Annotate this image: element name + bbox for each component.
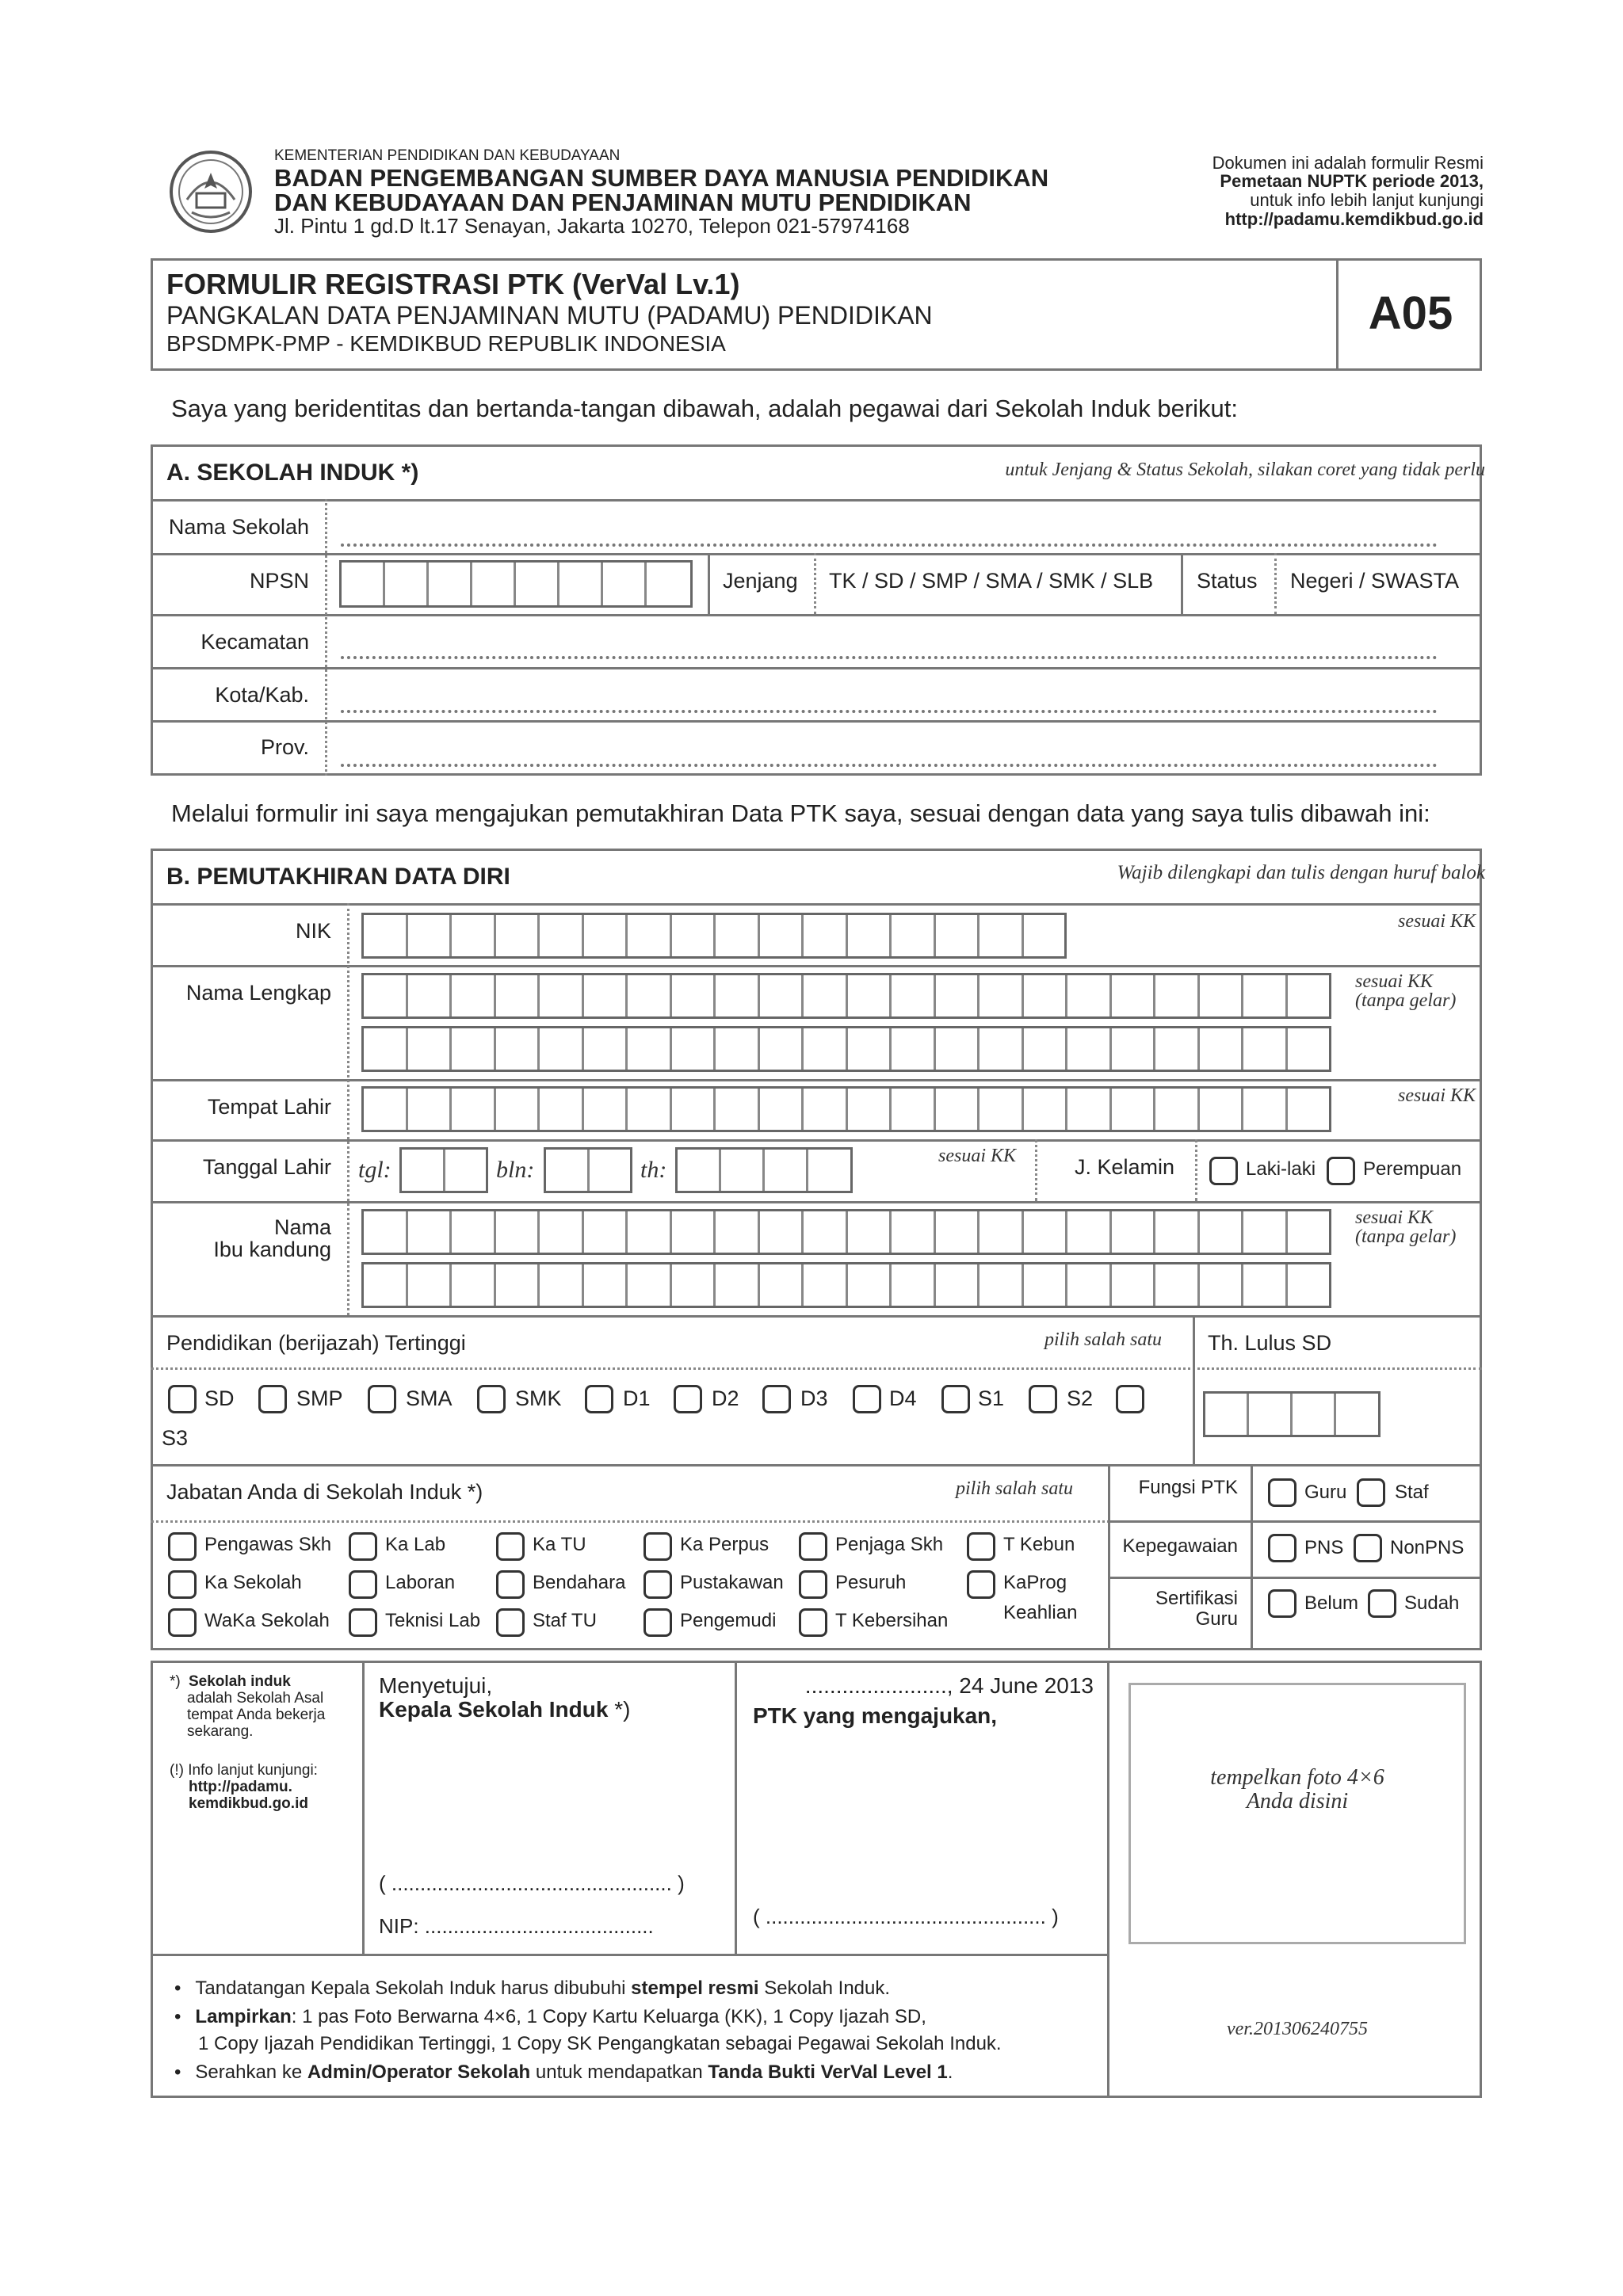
th-lulus-label: Th. Lulus SD (1208, 1331, 1332, 1355)
bullet-1: • Tandatangan Kepala Sekolah Induk harus dibubuhi stempel resmi Sekolah Induk. (174, 1978, 891, 1999)
jabatan-keahlian-label: Keahlian (1003, 1602, 1078, 1623)
edu-s2-label: S2 (1067, 1386, 1094, 1410)
pendidikan-note: pilih salah satu (1044, 1329, 1163, 1350)
pns-checkbox[interactable] (1268, 1534, 1296, 1562)
agency-name-line2: DAN KEBUDAYAAN DAN PENJAMINAN MUTU PENDIDIKAN (274, 189, 972, 216)
jabatan-ka-lab-checkbox[interactable] (349, 1532, 377, 1561)
status-options[interactable]: Negeri / SWASTA (1290, 569, 1460, 593)
kepala-sekolah-label: Kepala Sekolah Induk (379, 1697, 609, 1722)
kepegawaian-label: Kepegawaian (1122, 1535, 1238, 1557)
nik-label: NIK (295, 919, 331, 943)
form-subtitle-2: BPSDMPK-PMP - KEMDIKBUD REPUBLIK INDONESIA (166, 331, 726, 356)
nik-field[interactable] (361, 913, 1067, 959)
jabatan-staf-tu-checkbox[interactable] (496, 1608, 525, 1637)
jabatan-penjaga-skh-checkbox[interactable] (799, 1532, 827, 1561)
jabatan-bendahara-label: Bendahara (533, 1572, 626, 1593)
fungsi-guru-label: Guru (1304, 1482, 1347, 1503)
note-sekolah-3: sekarang. (187, 1723, 254, 1740)
section-b-heading: B. PEMUTAKHIRAN DATA DIRI (166, 864, 510, 890)
intro-statement: Saya yang beridentitas dan bertanda-tangan dibawah, adalah pegawai dari Sekolah Induk berikut: (171, 395, 1239, 422)
jabatan-t-kebersihan-checkbox[interactable] (799, 1608, 827, 1637)
section-a-heading: A. SEKOLAH INDUK *) (166, 460, 419, 486)
jabatan-waka-sekolah-label: WaKa Sekolah (204, 1610, 330, 1631)
edu-d2-checkbox[interactable] (674, 1385, 702, 1413)
edu-s1-label: S1 (978, 1386, 1005, 1410)
nama-lengkap-field-row2[interactable] (361, 1026, 1331, 1072)
prov-field[interactable] (341, 764, 1438, 767)
jabatan-ka-perpus-label: Ka Perpus (680, 1534, 769, 1555)
note-sekolah-title: Sekolah induk (189, 1673, 291, 1690)
jabatan-ka-tu-checkbox[interactable] (496, 1532, 525, 1561)
jabatan-pesuruh-label: Pesuruh (835, 1572, 907, 1593)
jabatan-bendahara-checkbox[interactable] (496, 1570, 525, 1599)
jabatan-laboran-label: Laboran (385, 1572, 456, 1593)
jabatan-pustakawan-checkbox[interactable] (643, 1570, 672, 1599)
edu-sma-label: SMA (406, 1386, 453, 1410)
nik-note: sesuai KK (1397, 911, 1476, 932)
npsn-field[interactable] (339, 560, 693, 608)
edu-d4-checkbox[interactable] (853, 1385, 881, 1413)
kecamatan-field[interactable] (341, 656, 1438, 659)
tgl-field[interactable] (399, 1147, 488, 1193)
sertifikasi-sudah-checkbox[interactable] (1368, 1589, 1396, 1618)
jabatan-ka-sekolah-label: Ka Sekolah (204, 1572, 302, 1593)
bln-label: bln: (496, 1157, 535, 1183)
th-label: th: (640, 1157, 667, 1183)
ptk-sign-line[interactable]: ( ................................................. ) (753, 1905, 1059, 1928)
jabatan-laboran-checkbox[interactable] (349, 1570, 377, 1599)
edu-d1-checkbox[interactable] (585, 1385, 613, 1413)
edu-d3-label: D3 (800, 1386, 828, 1410)
sign-date: ......................., 24 June 2013 (804, 1673, 1094, 1698)
jabatan-kaprog-checkbox[interactable] (967, 1570, 995, 1599)
edu-d3-checkbox[interactable] (762, 1385, 791, 1413)
notice-line1: Dokumen ini adalah formulir Resmi (1212, 153, 1484, 173)
jabatan-label: Jabatan Anda di Sekolah Induk *) (166, 1480, 483, 1504)
kota-field[interactable] (341, 710, 1438, 713)
edu-sd-label: SD (204, 1386, 235, 1410)
note-info-2: http://padamu. (189, 1779, 292, 1795)
fungsi-guru-checkbox[interactable] (1268, 1478, 1296, 1507)
ptk-mengajukan-label: PTK yang mengajukan, (753, 1703, 998, 1728)
form-version: ver.201306240755 (1227, 2019, 1368, 2039)
jabatan-t-kebun-label: T Kebun (1003, 1534, 1075, 1555)
edu-smk-label: SMK (515, 1386, 562, 1410)
jabatan-ka-lab-label: Ka Lab (385, 1534, 446, 1555)
th-lulus-field[interactable] (1203, 1391, 1381, 1437)
kota-label: Kota/Kab. (215, 683, 309, 707)
agency-name-line1: BADAN PENGEMBANGAN SUMBER DAYA MANUSIA PENDIDIKAN (274, 164, 1049, 192)
edu-s3-label: S3 (162, 1426, 189, 1450)
menyetujui-label: Menyetujui, (379, 1673, 493, 1698)
jabatan-ka-tu-label: Ka TU (533, 1534, 586, 1555)
jenjang-options[interactable]: TK / SD / SMP / SMA / SMK / SLB (829, 569, 1154, 593)
tgl-label: tgl: (358, 1157, 391, 1183)
kepala-sign-line[interactable]: ( ................................................. ) (379, 1871, 685, 1895)
edu-sd-checkbox[interactable] (168, 1385, 197, 1413)
th-field[interactable] (675, 1147, 853, 1193)
sertifikasi-belum-checkbox[interactable] (1268, 1589, 1296, 1618)
jabatan-penjaga-skh-label: Penjaga Skh (835, 1534, 944, 1555)
notice-url[interactable]: http://padamu.kemdikbud.go.id (1224, 209, 1484, 229)
jabatan-pengawas-skh-checkbox[interactable] (168, 1532, 197, 1561)
kepala-nip-field[interactable]: NIP: ........................................ (379, 1914, 654, 1938)
sertifikasi-belum-label: Belum (1304, 1592, 1359, 1614)
jabatan-pengemudi-checkbox[interactable] (643, 1608, 672, 1637)
jabatan-t-kebersihan-label: T Kebersihan (835, 1610, 949, 1631)
jabatan-kaprog-label: KaProg (1003, 1572, 1067, 1593)
edu-d2-label: D2 (712, 1386, 739, 1410)
ministry-logo (168, 149, 254, 235)
perempuan-label: Perempuan (1363, 1158, 1462, 1180)
edu-d4-label: D4 (889, 1386, 917, 1410)
agency-address: Jl. Pintu 1 gd.D lt.17 Senayan, Jakarta 10270, Telepon 021-57974168 (274, 214, 910, 238)
jabatan-note: pilih salah satu (956, 1478, 1074, 1499)
section-a (151, 444, 1482, 776)
tanggal-lahir-note: sesuai KK (938, 1146, 1017, 1166)
jabatan-teknisi-lab-checkbox[interactable] (349, 1608, 377, 1637)
tanggal-lahir-label: Tanggal Lahir (202, 1155, 331, 1179)
tempat-lahir-field[interactable] (361, 1086, 1331, 1132)
section-a-note: untuk Jenjang & Status Sekolah, silakan coret yang tidak perlu (1005, 460, 1485, 480)
jabatan-ka-perpus-checkbox[interactable] (643, 1532, 672, 1561)
jabatan-waka-sekolah-checkbox[interactable] (168, 1608, 197, 1637)
note-star: *) (170, 1673, 181, 1690)
form-title: FORMULIR REGISTRASI PTK (VerVal Lv.1) (166, 268, 740, 300)
jenis-kelamin-label: J. Kelamin (1075, 1155, 1175, 1179)
fungsi-staf-label: Staf (1395, 1482, 1429, 1503)
kecamatan-label: Kecamatan (200, 630, 309, 654)
jenjang-label: Jenjang (723, 569, 798, 593)
nama-lengkap-field-row1[interactable] (361, 973, 1331, 1019)
note-sekolah-2: tempat Anda bekerja (187, 1707, 326, 1723)
kepala-sekolah-star: *) (608, 1697, 631, 1722)
note-sekolah-1: adalah Sekolah Asal (187, 1690, 324, 1707)
jabatan-pustakawan-label: Pustakawan (680, 1572, 784, 1593)
sertifikasi-label-2: Guru (1195, 1608, 1238, 1630)
jabatan-teknisi-lab-label: Teknisi Lab (385, 1610, 481, 1631)
section-b-note: Wajib dilengkapi dan tulis dengan huruf balok (1117, 862, 1485, 883)
jabatan-staf-tu-label: Staf TU (533, 1610, 597, 1631)
laki-laki-checkbox[interactable] (1209, 1157, 1238, 1185)
photo-instruction-2: Anda disini (1246, 1789, 1349, 1814)
nama-ibu-note-2: (tanpa gelar) (1355, 1226, 1457, 1247)
tempat-lahir-label: Tempat Lahir (207, 1095, 331, 1119)
perempuan-checkbox[interactable] (1327, 1157, 1355, 1185)
ministry-name: KEMENTERIAN PENDIDIKAN DAN KEBUDAYAAN (274, 147, 621, 164)
edu-s3-checkbox[interactable] (1116, 1385, 1144, 1413)
photo-instruction-1: tempelkan foto 4×6 (1210, 1765, 1384, 1790)
nama-lengkap-note: sesuai KK (1355, 971, 1434, 992)
bullet-2-cont: 1 Copy Ijazah Pendidikan Tertinggi, 1 Copy SK Pengangkatan sebagai Pegawai Sekolah Induk. (198, 2033, 1002, 2054)
intro-statement-2: Melalui formulir ini saya mengajukan pemutakhiran Data PTK saya, sesuai dengan data yang saya tulis dibawah ini: (171, 799, 1430, 827)
edu-smp-label: SMP (296, 1386, 343, 1410)
nama-ibu-field-row2[interactable] (361, 1262, 1331, 1308)
jabatan-ka-sekolah-checkbox[interactable] (168, 1570, 197, 1599)
pns-label: PNS (1304, 1537, 1344, 1558)
edu-smk-checkbox[interactable] (477, 1385, 506, 1413)
nama-ibu-field-row1[interactable] (361, 1209, 1331, 1255)
nonpns-checkbox[interactable] (1354, 1534, 1382, 1562)
edu-sma-checkbox[interactable] (368, 1385, 396, 1413)
edu-s2-checkbox[interactable] (1029, 1385, 1057, 1413)
jabatan-pengawas-skh-label: Pengawas Skh (204, 1534, 332, 1555)
jabatan-pesuruh-checkbox[interactable] (799, 1570, 827, 1599)
sertifikasi-sudah-label: Sudah (1404, 1592, 1460, 1614)
nama-sekolah-field[interactable] (341, 543, 1438, 547)
sertifikasi-label-1: Sertifikasi (1155, 1588, 1238, 1609)
nonpns-label: NonPNS (1390, 1537, 1465, 1558)
edu-d1-label: D1 (623, 1386, 651, 1410)
bullet-3: • Serahkan ke Admin/Operator Sekolah untuk mendapatkan Tanda Bukti VerVal Level 1. (174, 2061, 953, 2083)
nama-lengkap-label: Nama Lengkap (185, 981, 331, 1005)
fungsi-staf-checkbox[interactable] (1357, 1478, 1385, 1507)
note-info-3: kemdikbud.go.id (189, 1795, 308, 1812)
form-code: A05 (1368, 288, 1453, 339)
status-label: Status (1197, 569, 1258, 593)
nama-ibu-note: sesuai KK (1355, 1207, 1434, 1228)
bullet-2: • Lampirkan: 1 pas Foto Berwarna 4×6, 1 Copy Kartu Keluarga (KK), 1 Copy Ijazah SD, (174, 2006, 926, 2027)
jabatan-pengemudi-label: Pengemudi (680, 1610, 777, 1631)
bln-field[interactable] (544, 1147, 632, 1193)
jabatan-t-kebun-checkbox[interactable] (967, 1532, 995, 1561)
tempat-lahir-note: sesuai KK (1397, 1085, 1476, 1106)
notice-line2: Pemetaan NUPTK periode 2013, (1220, 171, 1484, 191)
edu-s1-checkbox[interactable] (941, 1385, 970, 1413)
form-subtitle-1: PANGKALAN DATA PENJAMINAN MUTU (PADAMU) PENDIDIKAN (166, 301, 933, 330)
nama-lengkap-note-2: (tanpa gelar) (1355, 990, 1457, 1011)
pendidikan-label: Pendidikan (berijazah) Tertinggi (166, 1331, 466, 1355)
nama-ibu-label-2: Ibu kandung (213, 1238, 331, 1261)
laki-laki-label: Laki-laki (1246, 1158, 1316, 1180)
note-info-1: (!) Info lanjut kunjungi: (170, 1762, 318, 1779)
nama-sekolah-label: Nama Sekolah (168, 515, 309, 539)
prov-label: Prov. (260, 735, 309, 759)
npsn-label: NPSN (249, 569, 309, 593)
nama-ibu-label-1: Nama (273, 1215, 331, 1239)
fungsi-ptk-label: Fungsi PTK (1138, 1477, 1238, 1498)
notice-line3: untuk info lebih lanjut kunjungi (1250, 190, 1484, 210)
edu-smp-checkbox[interactable] (258, 1385, 287, 1413)
